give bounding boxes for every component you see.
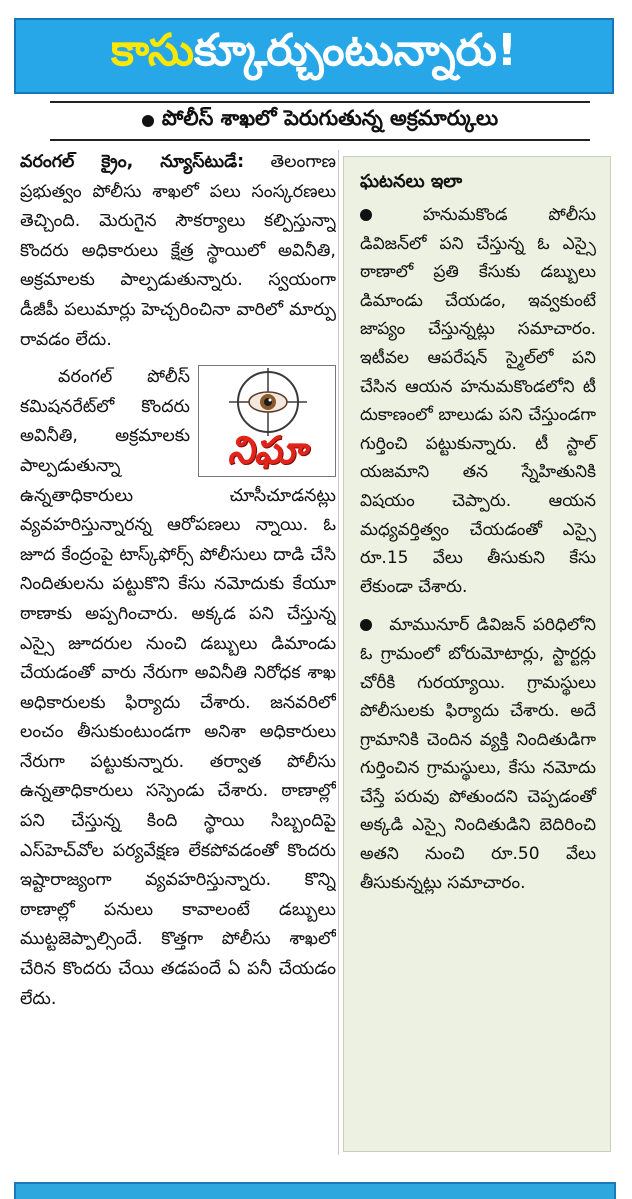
bullet-icon [360,619,372,631]
bullet-icon [360,209,372,221]
article-paragraph-2: వరంగల్ పోలీస్ కమిషనరేట్‌లో కొందరు అవినీతి, అక్రమాలకు పాల్పడుతున్నా ఉన్నతాధికారులు చూసీచూడనట్లు వ్యవహరిస్తున్నారన్న ఆరోపణలు న్నాయి. ఓ జూద కేంద్రంపై టాస్క్‌ఫోర్స్ పోలీసులు దాడి చేసి నిందితులను పట్టుకొని కేసు నమోదుకు కేయూ ఠాణాకు అప్పగించారు. అక్కడ పని చేస్తున్న ఎస్సై జూదరుల నుంచి డబ్బులు డిమాండు చేయడంతో వారు నేరుగా అవినీతి నిరోధక శాఖ అధికారులకు ఫిర్యాదు చేశారు. జనవరిలో లంచం తీసుకుంటుండగా అనిశా అధికారులు నేరుగా పట్టుకున్నారు. తర్వాత పోలీసు ఉన్నతాధికారులు సస్పెండు చేశారు. ఠాణాల్లో పని చేస్తున్న కింది స్థాయి సిబ్బందిపై ఎస్‌హెచ్‌వోల పర్యవేక్షణ లేకపోవడంతో కొందరు ఇష్టారాజ్యంగా వ్యవహరిస్తున్నారు. కొన్ని ఠాణాల్లో పనులు కావాలంటే డబ్బులు ముట్టజెప్పాల్సిందే. కొత్తగా పోలీసు శాఖలో చేరిన కొందరు చేయి తడపందే ఏ పనీ చేయడం లేదు. [20,367,336,1009]
sidebar-title: ఘటనలు ఇలా [360,171,463,192]
headline-part-2: క్కూర్చుంటున్నారు! [193,25,517,76]
sidebar-item-2 [360,611,596,897]
incidents-sidebar [343,156,611,1152]
subheading [50,101,590,141]
headline-part-1: కాసు [111,25,194,76]
headline-banner [14,18,614,94]
dateline: వరంగల్ క్రైం, న్యూస్‌టుడే: [20,152,245,172]
article-paragraph-1 [20,148,336,355]
sidebar-item-1 [360,201,596,601]
headline [111,25,517,87]
bullet-icon [142,115,154,127]
logo-word: నిఘా [227,427,307,473]
sidebar-item-1-text: హనుమకొండ పోలీసు డివిజన్‌లో పని చేస్తున్న ఓ ఎస్సై ఠాణాలో ప్రతి కేసుకు డబ్బులు డిమాండు చేయడం, ఇవ్వకుంటే జాప్యం చేస్తున్నట్లు సమాచారం. ఇటీవల ఆపరేషన్ స్మైల్‌లో పని చేసిన ఆయన హనుమకొండలోని టీ దుకాణంలో బాలుడు పని చేస్తుండగా గుర్తించి పట్టుకున్నారు. టీ స్టాల్ యజమాని తన స్నేహితునికి విషయం చెప్పారు. ఆయన మధ్యవర్తిత్వం చేయడంతో ఎస్సై రూ.15 వేలు తీసుకుని కేసు లేకుండా చేశారు. [360,205,597,597]
column-divider [338,150,339,1155]
nigha-logo [198,365,336,477]
main-article-column [20,148,336,1158]
sidebar-item-2-text: మామునూర్ డివిజన్ పరిధిలోని ఓ గ్రామంలో బోరుమోటార్లు, స్టార్టర్లు చోరీకి గురయ్యాయి. గ్రామస్థులు పోలీసులకు ఫిర్యాదు చేశారు. అదే గ్రామానికి చెందిన వ్యక్తి నిందితుడిగా గుర్తించిన గ్రామస్థులు, కేసు నమోదు చేస్తే పరువు పోతుందని చెప్పడంతో అక్కడి ఎస్సై నిందితుడిని బెదిరించి అతని నుంచి రూ.50 వేలు తీసుకున్నట్లు సమాచారం. [360,615,596,893]
subheading-text: పోలీస్ శాఖలో పెరుగుతున్న అక్రమార్కులు [161,106,499,130]
next-article-banner [14,1182,616,1199]
paragraph-1-text: తెలంగాణ ప్రభుత్వం పోలీసు శాఖలో పలు సంస్కరణలు తెచ్చింది. మెరుగైన సౌకర్యాలు కల్పిస్తున్నా కొందరు అధికారులు క్షేత్ర స్థాయిలో అవినీతి, అక్రమాలకు పాల్పడుతున్నారు. స్వయంగా డీజీపీ పలుమార్లు హెచ్చరించినా వారిలో మార్పు రావడం లేదు. [20,152,336,350]
